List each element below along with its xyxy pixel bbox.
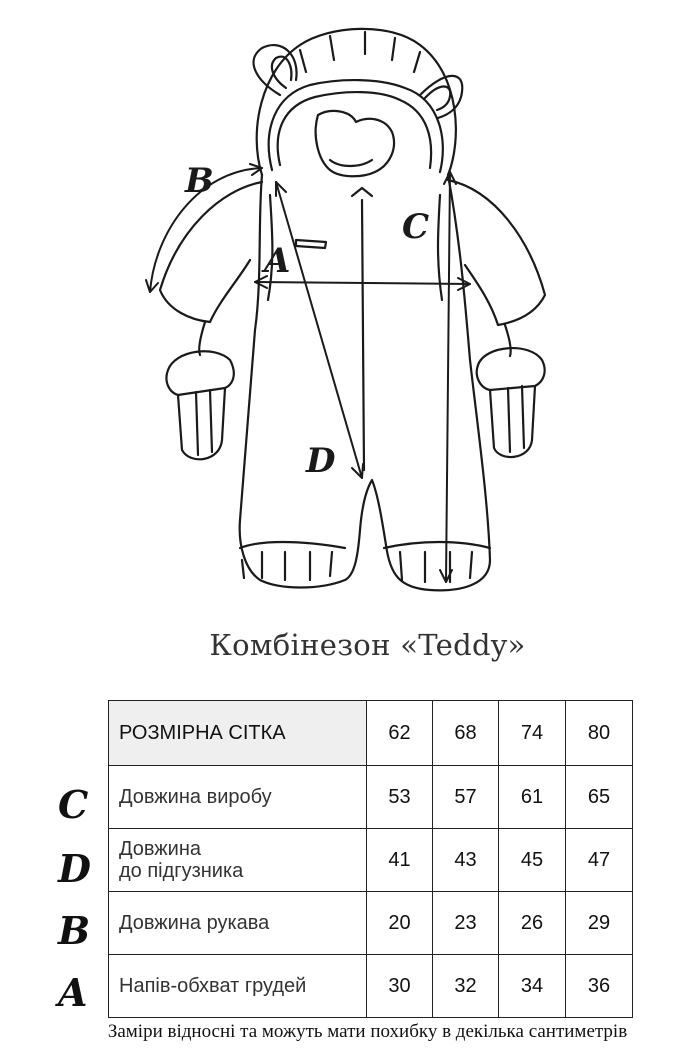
left-sleeve	[160, 182, 262, 322]
right-sleeve	[448, 180, 545, 325]
left-leg-cuff	[240, 542, 345, 580]
hood-fur-trim	[269, 80, 443, 172]
svg-text:C: C	[58, 782, 89, 827]
row-letter-c	[52, 778, 104, 828]
row-letter-b	[52, 904, 104, 954]
value-cell: 32	[433, 955, 499, 1018]
table-row-sleeve-length	[109, 892, 633, 955]
value-cell: 29	[566, 892, 633, 955]
value-cell: 34	[499, 955, 566, 1018]
row-letter-d	[52, 842, 104, 892]
size-cell: 80	[566, 701, 633, 766]
table-row-half-chest	[109, 955, 633, 1018]
value-cell: 65	[566, 766, 633, 829]
size-cell: 62	[367, 701, 433, 766]
value-cell: 45	[499, 829, 566, 892]
measure-letter-c: C	[402, 207, 430, 247]
row-label: Довжина рукава	[109, 892, 367, 955]
value-cell: 43	[433, 829, 499, 892]
right-leg-cuff	[384, 542, 490, 582]
value-cell: 61	[499, 766, 566, 829]
table-row-crotch-length	[109, 829, 633, 892]
value-cell: 23	[433, 892, 499, 955]
measurement-disclaimer: Заміри відносні та можуть мати похибку в декілька сантиметрів	[107, 1021, 628, 1042]
row-label-line2: до підгузника	[119, 860, 244, 882]
zipper-line	[362, 200, 364, 470]
measure-arrow-a	[255, 282, 470, 284]
measure-letter-a: A	[264, 241, 291, 281]
value-cell: 36	[566, 955, 633, 1018]
measure-arrow-c	[446, 172, 450, 582]
table-row-length	[109, 766, 633, 829]
row-label	[109, 829, 367, 892]
value-cell: 20	[367, 892, 433, 955]
size-header-row	[109, 701, 633, 766]
measure-arrow-d	[276, 182, 362, 478]
row-label: Довжина виробу	[109, 766, 367, 829]
size-cell: 74	[499, 701, 566, 766]
value-cell: 47	[566, 829, 633, 892]
row-label-line1: Довжина	[119, 838, 202, 860]
value-cell: 53	[367, 766, 433, 829]
row-label: Напів-обхват грудей	[109, 955, 367, 1018]
value-cell: 26	[499, 892, 566, 955]
left-mitten	[166, 351, 233, 459]
body-outline	[240, 175, 490, 590]
size-cell: 68	[433, 701, 499, 766]
product-title: Комбінезон «Teddy»	[209, 628, 526, 662]
svg-text:B: B	[58, 908, 91, 953]
value-cell: 30	[367, 955, 433, 1018]
measure-letter-b: B	[185, 161, 214, 201]
value-cell: 57	[433, 766, 499, 829]
svg-text:A: A	[58, 970, 88, 1015]
row-letter-a	[52, 966, 104, 1016]
svg-text:D: D	[58, 846, 91, 891]
right-ear	[420, 76, 462, 118]
measure-letter-d: D	[306, 441, 336, 481]
chest-pocket	[296, 240, 326, 248]
value-cell: 41	[367, 829, 433, 892]
size-header-label: РОЗМІРНА СІТКА	[109, 701, 367, 766]
size-chart-table	[108, 700, 633, 1018]
